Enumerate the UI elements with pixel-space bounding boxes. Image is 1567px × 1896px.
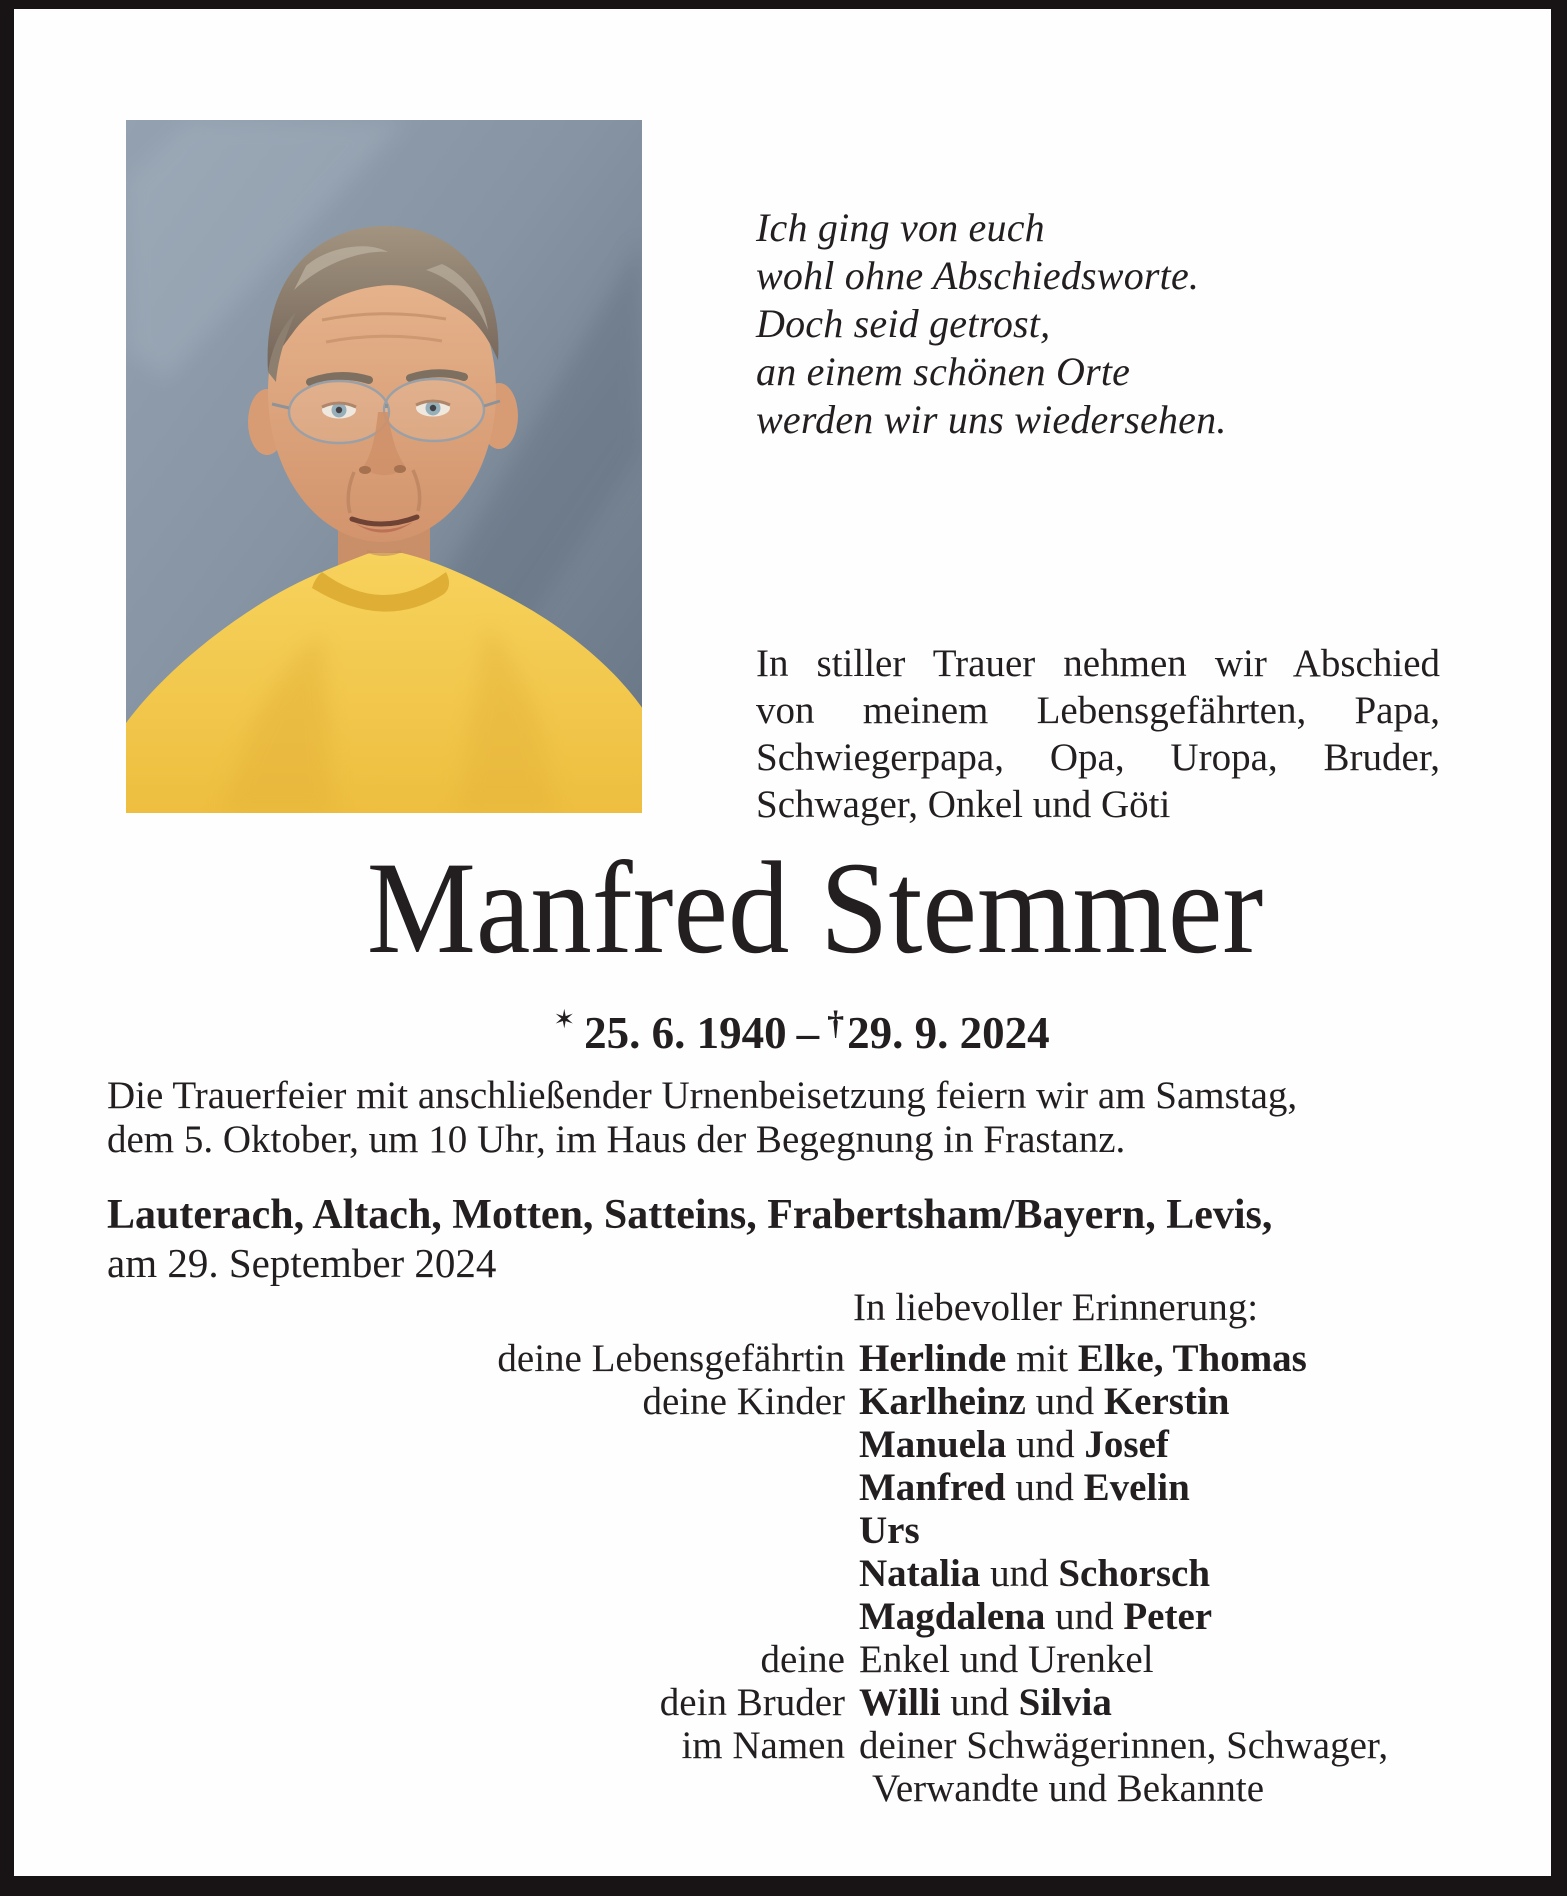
relation-label — [107, 1595, 845, 1638]
family-list — [107, 1337, 1388, 1810]
deceased-name: Manfred Stemmer — [367, 834, 1264, 981]
notice-date: am 29. September 2024 — [107, 1240, 497, 1286]
verse-line: wohl ohne Abschiedsworte. — [756, 253, 1200, 298]
family-names: Manfred und Evelin — [859, 1466, 1190, 1509]
relation-label: dein Bruder — [659, 1681, 845, 1724]
death-date: 29. 9. 2024 — [847, 1008, 1050, 1058]
family-row — [107, 1767, 1388, 1810]
relation-label — [107, 1552, 845, 1595]
relation-label: deine Lebensgefährtin — [497, 1337, 845, 1380]
relation-label: deine Kinder — [642, 1380, 845, 1423]
relation-label — [107, 1509, 845, 1552]
portrait-photo-image — [126, 120, 642, 813]
relation-label: im Namen — [681, 1724, 845, 1767]
memorial-verse — [756, 204, 1227, 444]
remembrance-heading: In liebevoller Erinnerung: — [853, 1286, 1259, 1329]
family-row — [107, 1423, 1388, 1466]
verse-line: an einem schönen Orte — [756, 349, 1131, 394]
relation-label — [107, 1767, 845, 1810]
family-names: Herlinde mit Elke, Thomas — [859, 1337, 1307, 1380]
birth-date: 25. 6. 1940 — [584, 1008, 787, 1058]
family-row — [107, 1337, 1388, 1380]
relation-label: deine — [760, 1638, 845, 1681]
family-names: Urs — [859, 1509, 920, 1552]
birth-star-icon: ✶ — [553, 1005, 576, 1035]
verse-line: werden wir uns wiedersehen. — [756, 397, 1227, 442]
family-names: Karlheinz und Kerstin — [859, 1380, 1230, 1423]
death-cross-icon: † — [827, 1005, 845, 1042]
intro-line: von meinem Lebensgefährten, Papa, — [756, 689, 1440, 732]
funeral-info — [107, 1074, 1297, 1162]
locations-line: Lauterach, Altach, Motten, Satteins, Frabertsham/Bayern, Levis, — [107, 1192, 1273, 1238]
verse-line: Doch seid getrost, — [756, 301, 1051, 346]
family-row — [107, 1552, 1388, 1595]
intro-line: Schwager, Onkel und Göti — [756, 783, 1171, 826]
intro-line: In stiller Trauer nehmen wir Abschied — [756, 642, 1440, 685]
family-names: Willi und Silvia — [859, 1681, 1112, 1724]
family-names: Enkel und Urenkel — [859, 1638, 1154, 1681]
family-row — [107, 1638, 1388, 1681]
family-row — [107, 1380, 1388, 1423]
dates-separator: – — [796, 1008, 820, 1058]
mourning-intro — [756, 640, 1440, 828]
verse-line: Ich ging von euch — [756, 205, 1045, 250]
family-row — [107, 1595, 1388, 1638]
family-names: Verwandte und Bekannte — [872, 1767, 1265, 1810]
family-row — [107, 1681, 1388, 1724]
intro-line: Schwiegerpapa, Opa, Uropa, Bruder, — [756, 736, 1440, 779]
relation-label — [107, 1466, 845, 1509]
relation-label — [107, 1423, 845, 1466]
family-names: Manuela und Josef — [859, 1423, 1169, 1466]
family-names: Natalia und Schorsch — [859, 1552, 1211, 1595]
funeral-line: Die Trauerfeier mit anschließender Urnenbeisetzung feiern wir am Samstag, — [107, 1074, 1298, 1117]
funeral-line: dem 5. Oktober, um 10 Uhr, im Haus der Begegnung in Frastanz. — [107, 1118, 1126, 1161]
family-row — [107, 1509, 1388, 1552]
portrait-photo — [126, 120, 642, 813]
family-row — [107, 1466, 1388, 1509]
family-names: Magdalena und Peter — [859, 1595, 1213, 1638]
family-row — [107, 1724, 1388, 1767]
family-names: deiner Schwägerinnen, Schwager, — [859, 1724, 1389, 1767]
life-dates — [33, 995, 1567, 1058]
